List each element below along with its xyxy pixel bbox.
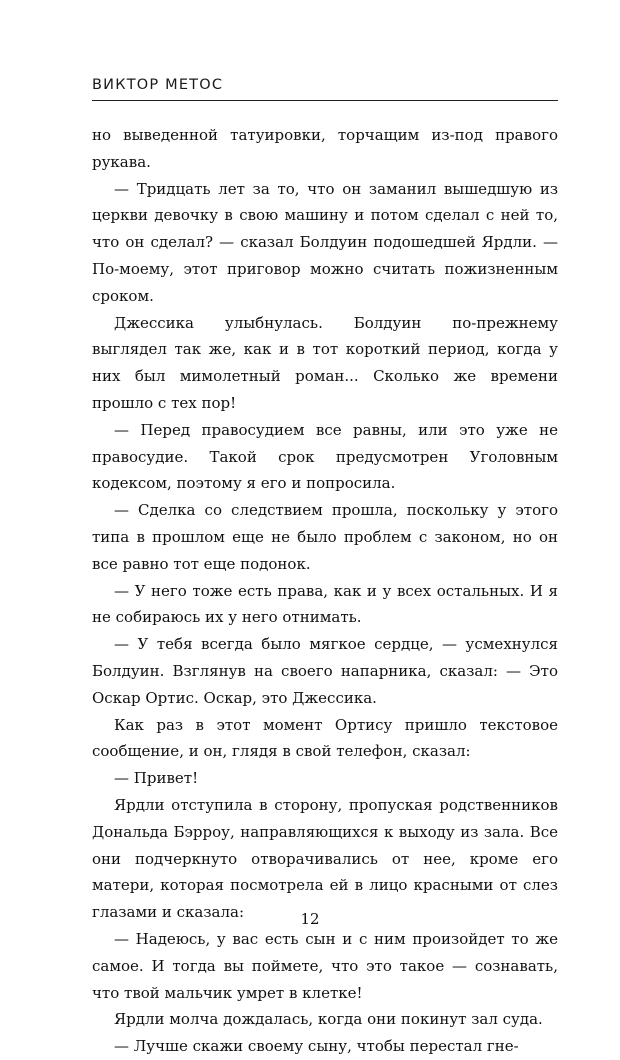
paragraph: — У тебя всегда было мягкое сердце, — усмехнулся Болдуин. Взглянув на своего напарника, сказал: — Это Оскар Ортис. Оскар, это Джессика.: [92, 635, 558, 707]
paragraph: — Перед правосудием все равны, или это уже не правосудие. Такой срок предусмотрен Уголовным кодексом, поэтому я его и попросила.: [92, 420, 558, 493]
paragraph: — У него тоже есть права, как и у всех остальных. И я не собираюсь их у него отнимать.: [92, 581, 558, 627]
header-rule: [92, 100, 558, 101]
paragraph: Ярдли молча дождалась, когда они покинут зал суда.: [114, 1010, 543, 1029]
page-number: 12: [300, 910, 320, 928]
running-header: ВИКТОР МЕТОС: [92, 77, 224, 93]
paragraph: — Тридцать лет за то, что он заманил вышедшую из церкви девочку в свою машину и потом сделал с ней то, что он сделал? — сказал Болдуин подошедшей Ярдли. — По-моему, этот приговор можно считать пожизненным сроком.: [92, 179, 558, 305]
paragraph: Джессика улыбнулась. Болдуин по-прежнему выглядел так же, как и в тот короткий период, когда у них был мимолетный роман... Сколько же времени прошло с тех пор!: [92, 313, 558, 412]
paragraph: Ярдли отступила в сторону, пропуская родственников Дональда Бэрроу, направляющихся к выходу из зала. Все они подчеркнуто отворачивались от нее, кроме его матери, которая посмотрела ей в лицо красными от слез глазами и сказала:: [92, 795, 558, 922]
paragraph: — Надеюсь, у вас есть сын и с ним произойдет то же самое. И тогда вы поймете, что это такое — сознавать, что твой мальчик умрет в клетке!: [92, 929, 558, 1002]
paragraph: — Лучше скажи своему сыну, чтобы перестал гне-: [114, 1037, 519, 1056]
paragraph: но выведенной татуировки, торчащим из-под правого рукава.: [92, 126, 558, 171]
paragraph: — Привет!: [114, 769, 199, 788]
paragraph: — Сделка со следствием прошла, поскольку у этого типа в прошлом еще не было проблем с законом, но он все равно тот еще подонок.: [92, 501, 558, 573]
paragraph: Как раз в этот момент Ортису пришло текстовое сообщение, и он, глядя в свой телефон, сказал:: [92, 715, 558, 761]
